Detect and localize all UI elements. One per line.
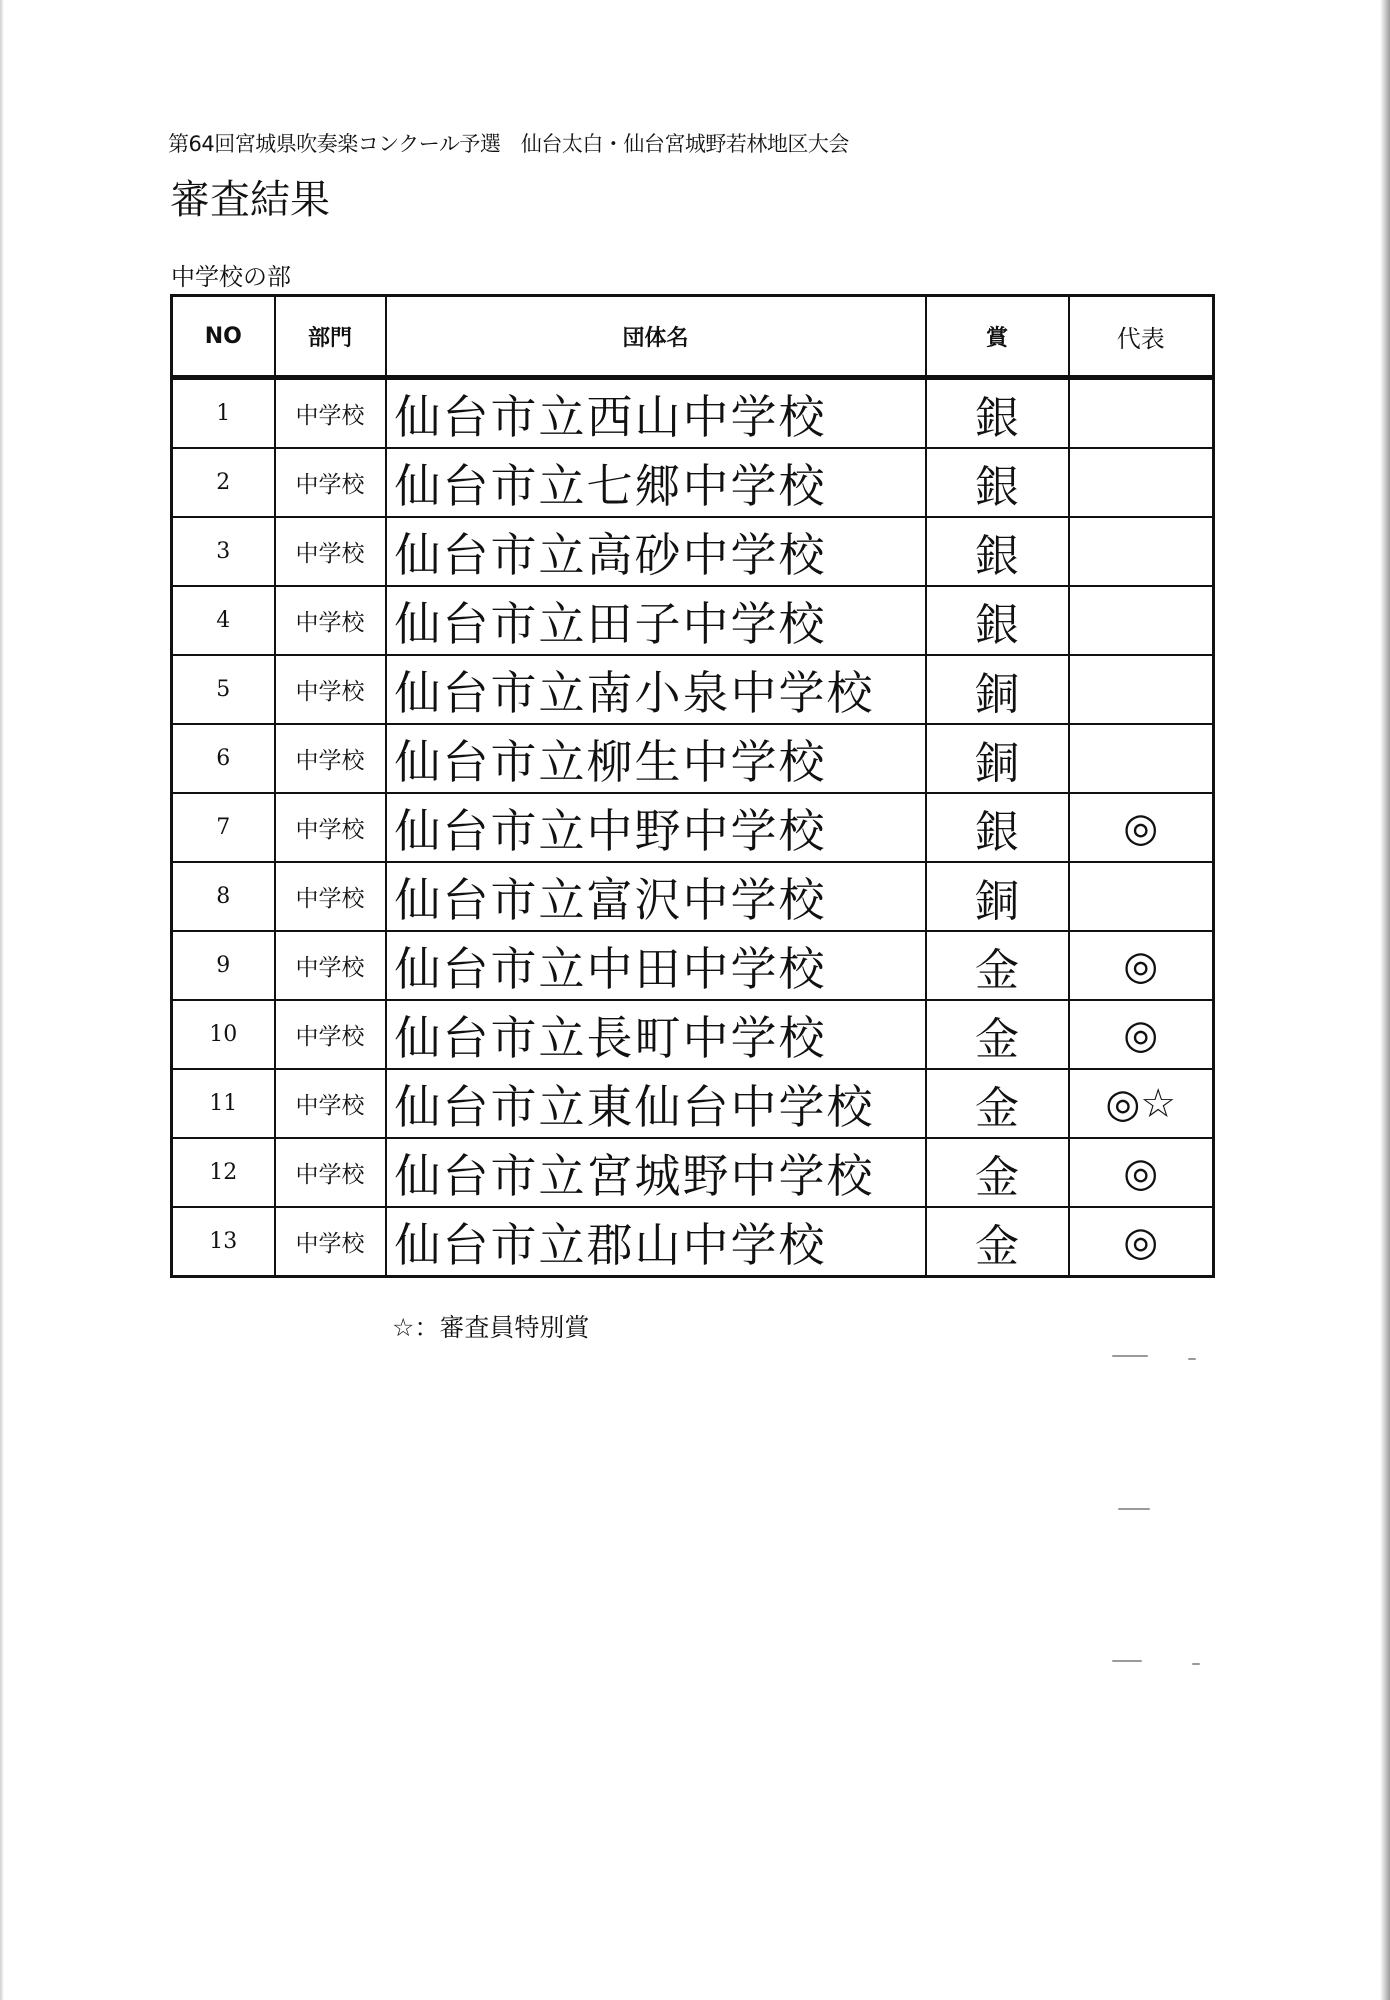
row-representative <box>1069 655 1214 724</box>
row-division: 中学校 <box>275 1207 386 1277</box>
table-row <box>172 517 1214 586</box>
row-division: 中学校 <box>275 1000 386 1069</box>
row-group-name: 仙台市立田子中学校 <box>386 586 926 655</box>
scan-edge-left <box>0 0 4 2000</box>
scan-speck <box>1192 1663 1200 1665</box>
section-label: 中学校の部 <box>171 263 291 291</box>
table-row <box>172 378 1214 449</box>
row-award: 銅 <box>926 655 1069 724</box>
row-no: 12 <box>172 1138 275 1207</box>
row-group-name: 仙台市立高砂中学校 <box>386 517 926 586</box>
row-award: 銀 <box>926 793 1069 862</box>
row-representative: ◎ <box>1069 793 1214 862</box>
row-division: 中学校 <box>275 724 386 793</box>
table-row <box>172 586 1214 655</box>
row-no: 8 <box>172 862 275 931</box>
row-award: 金 <box>926 1069 1069 1138</box>
row-group-name: 仙台市立西山中学校 <box>386 378 926 449</box>
table-header-row <box>172 296 1214 378</box>
row-division: 中学校 <box>275 1138 386 1207</box>
row-representative: ◎☆ <box>1069 1069 1214 1138</box>
row-award: 金 <box>926 1138 1069 1207</box>
row-group-name: 仙台市立宮城野中学校 <box>386 1138 926 1207</box>
table-row <box>172 1069 1214 1138</box>
row-group-name: 仙台市立長町中学校 <box>386 1000 926 1069</box>
row-award: 銀 <box>926 517 1069 586</box>
row-division: 中学校 <box>275 448 386 517</box>
row-award: 銅 <box>926 862 1069 931</box>
scan-speck <box>1112 1355 1148 1357</box>
table-row <box>172 931 1214 1000</box>
table-row <box>172 1000 1214 1069</box>
row-division: 中学校 <box>275 586 386 655</box>
table-row <box>172 1207 1214 1277</box>
table-row <box>172 862 1214 931</box>
row-representative <box>1069 448 1214 517</box>
row-division: 中学校 <box>275 862 386 931</box>
row-representative <box>1069 586 1214 655</box>
scan-edge-right <box>1380 0 1390 2000</box>
document-title: 審査結果 <box>170 177 330 223</box>
row-group-name: 仙台市立東仙台中学校 <box>386 1069 926 1138</box>
row-no: 1 <box>172 378 275 449</box>
row-award: 金 <box>926 1207 1069 1277</box>
header-award: 賞 <box>926 296 1069 378</box>
row-division: 中学校 <box>275 655 386 724</box>
row-award: 銀 <box>926 586 1069 655</box>
row-division: 中学校 <box>275 793 386 862</box>
row-group-name: 仙台市立柳生中学校 <box>386 724 926 793</box>
row-award: 銅 <box>926 724 1069 793</box>
row-representative: ◎ <box>1069 1207 1214 1277</box>
row-no: 4 <box>172 586 275 655</box>
row-representative: ◎ <box>1069 1138 1214 1207</box>
header-representative: 代表 <box>1069 296 1214 378</box>
footnote: ☆：審査員特別賞 <box>392 1313 590 1342</box>
row-representative: ◎ <box>1069 1000 1214 1069</box>
row-no: 6 <box>172 724 275 793</box>
row-award: 金 <box>926 931 1069 1000</box>
row-representative <box>1069 517 1214 586</box>
header-division: 部門 <box>275 296 386 378</box>
table-row <box>172 724 1214 793</box>
table-row <box>172 655 1214 724</box>
row-no: 5 <box>172 655 275 724</box>
row-division: 中学校 <box>275 378 386 449</box>
row-award: 金 <box>926 1000 1069 1069</box>
results-table <box>170 294 1215 1278</box>
row-no: 9 <box>172 931 275 1000</box>
row-representative: ◎ <box>1069 931 1214 1000</box>
row-no: 7 <box>172 793 275 862</box>
row-group-name: 仙台市立南小泉中学校 <box>386 655 926 724</box>
scan-speck <box>1188 1358 1196 1360</box>
row-no: 3 <box>172 517 275 586</box>
row-group-name: 仙台市立富沢中学校 <box>386 862 926 931</box>
row-award: 銀 <box>926 448 1069 517</box>
row-group-name: 仙台市立中野中学校 <box>386 793 926 862</box>
table-row <box>172 1138 1214 1207</box>
row-group-name: 仙台市立郡山中学校 <box>386 1207 926 1277</box>
row-division: 中学校 <box>275 1069 386 1138</box>
document-subtitle: 第64回宮城県吹奏楽コンクール予選 仙台太白・仙台宮城野若林地区大会 <box>168 132 849 156</box>
row-representative <box>1069 378 1214 449</box>
row-no: 13 <box>172 1207 275 1277</box>
row-division: 中学校 <box>275 931 386 1000</box>
row-group-name: 仙台市立中田中学校 <box>386 931 926 1000</box>
table-row <box>172 793 1214 862</box>
row-no: 2 <box>172 448 275 517</box>
scan-speck <box>1112 1660 1142 1662</box>
row-representative <box>1069 862 1214 931</box>
row-award: 銀 <box>926 378 1069 449</box>
row-no: 11 <box>172 1069 275 1138</box>
table-row <box>172 448 1214 517</box>
row-group-name: 仙台市立七郷中学校 <box>386 448 926 517</box>
row-no: 10 <box>172 1000 275 1069</box>
scan-speck <box>1118 1508 1150 1510</box>
row-representative <box>1069 724 1214 793</box>
header-no: NO <box>172 296 275 378</box>
header-group-name: 団体名 <box>386 296 926 378</box>
row-division: 中学校 <box>275 517 386 586</box>
results-body <box>172 378 1214 1277</box>
